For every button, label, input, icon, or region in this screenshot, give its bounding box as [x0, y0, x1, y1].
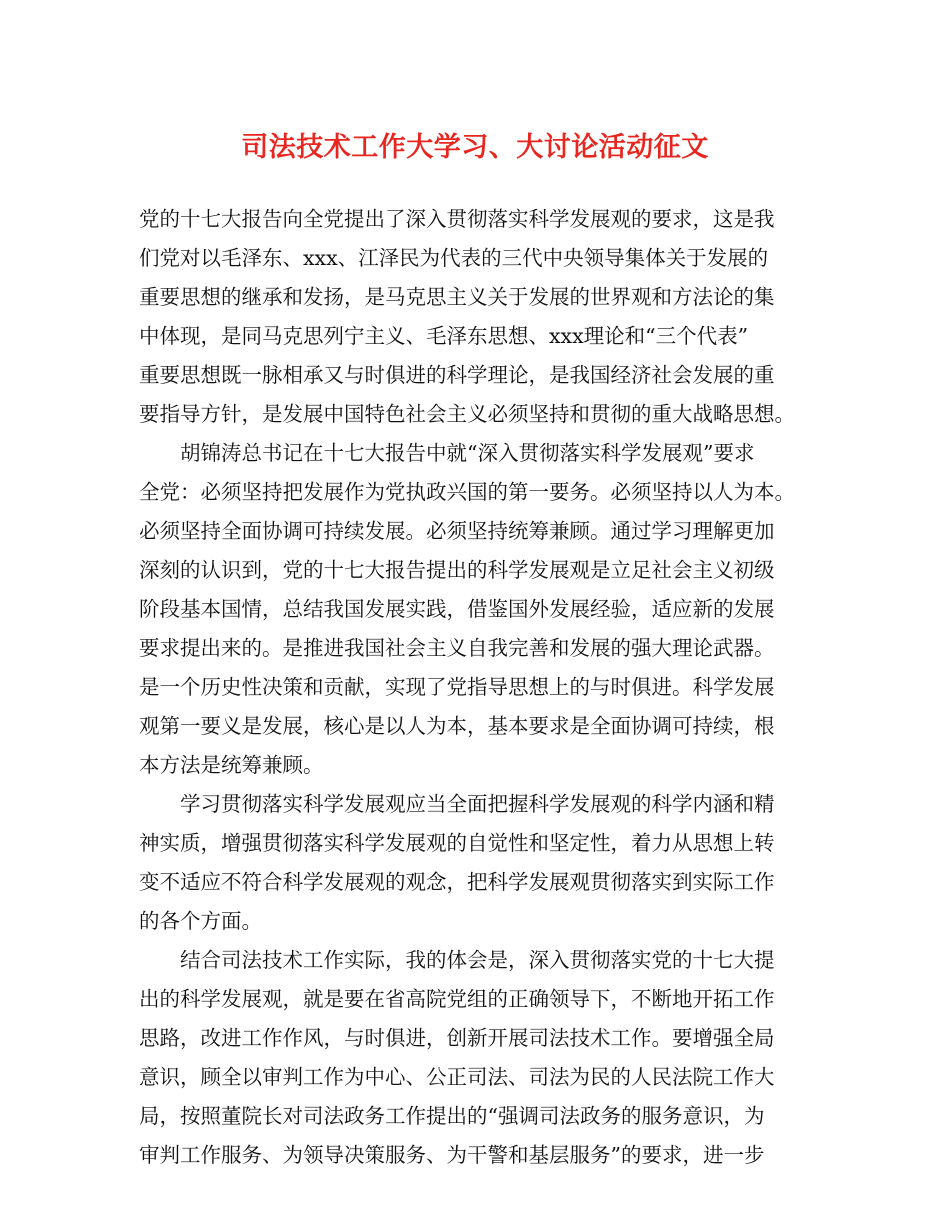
text-line: 们党对以毛泽东、xxx、江泽民为代表的三代中央领导集体关于发展的: [139, 246, 769, 270]
text-line: 胡锦涛总书记在十七大报告中就“深入贯彻落实科学发展观”要求: [180, 441, 755, 465]
text-line: 阶段基本国情，总结我国发展实践，借鉴国外发展经验，适应新的发展: [139, 597, 775, 621]
text-line: 全党：必须坚持把发展作为党执政兴国的第一要务。必须坚持以人为本。: [139, 480, 795, 504]
text-line: 局，按照董院长对司法政务工作提出的“强调司法政务的服务意识，为: [139, 1104, 765, 1128]
text-line: 重要思想既一脉相承又与时俱进的科学理论，是我国经济社会发展的重: [139, 363, 775, 387]
paragraph-2: [139, 434, 815, 785]
text-line: 学习贯彻落实科学发展观应当全面把握科学发展观的科学内涵和精: [180, 792, 775, 816]
text-line: 党的十七大报告向全党提出了深入贯彻落实科学发展观的要求，这是我: [139, 207, 775, 231]
text-line: 变不适应不符合科学发展观的观念，把科学发展观贯彻落实到实际工作: [139, 870, 775, 894]
text-line: 是一个历史性决策和贡献，实现了党指导思想上的与时俱进。科学发展: [139, 675, 775, 699]
paragraph-3: [139, 785, 815, 941]
text-line: 要指导方针，是发展中国特色社会主义必须坚持和贯彻的重大战略思想。: [139, 402, 795, 426]
text-line: 深刻的认识到，党的十七大报告提出的科学发展观是立足社会主义初级: [139, 558, 775, 582]
document-body: [139, 200, 815, 1175]
text-line: 要求提出来的。是推进我国社会主义自我完善和发展的强大理论武器。: [139, 636, 775, 660]
text-line: 观第一要义是发展，核心是以人为本，基本要求是全面协调可持续，根: [139, 714, 775, 738]
text-line: 的各个方面。: [139, 909, 262, 933]
text-line: 意识，顾全以审判工作为中心、公正司法、司法为民的人民法院工作大: [139, 1065, 775, 1089]
document-title: 司法技术工作大学习、大讨论活动征文: [241, 132, 709, 163]
paragraph-4: [139, 941, 815, 1175]
text-line: 出的科学发展观，就是要在省高院党组的正确领导下，不断地开拓工作: [139, 987, 775, 1011]
paragraph-1: [139, 200, 815, 434]
text-line: 结合司法技术工作实际，我的体会是，深入贯彻落实党的十七大提: [180, 948, 775, 972]
text-line: 本方法是统筹兼顾。: [139, 753, 324, 777]
text-line: 思路，改进工作作风，与时俱进，创新开展司法技术工作。要增强全局: [139, 1026, 775, 1050]
text-line: 必须坚持全面协调可持续发展。必须坚持统筹兼顾。通过学习理解更加: [139, 519, 775, 543]
text-line: 神实质，增强贯彻落实科学发展观的自觉性和坚定性，着力从思想上转: [139, 831, 775, 855]
text-line: 审判工作服务、为领导决策服务、为干警和基层服务”的要求，进一步: [139, 1143, 765, 1167]
text-line: 重要思想的继承和发扬，是马克思主义关于发展的世界观和方法论的集: [139, 285, 775, 309]
text-line: 中体现，是同马克思列宁主义、毛泽东思想、xxx理论和“三个代表”: [139, 324, 749, 348]
